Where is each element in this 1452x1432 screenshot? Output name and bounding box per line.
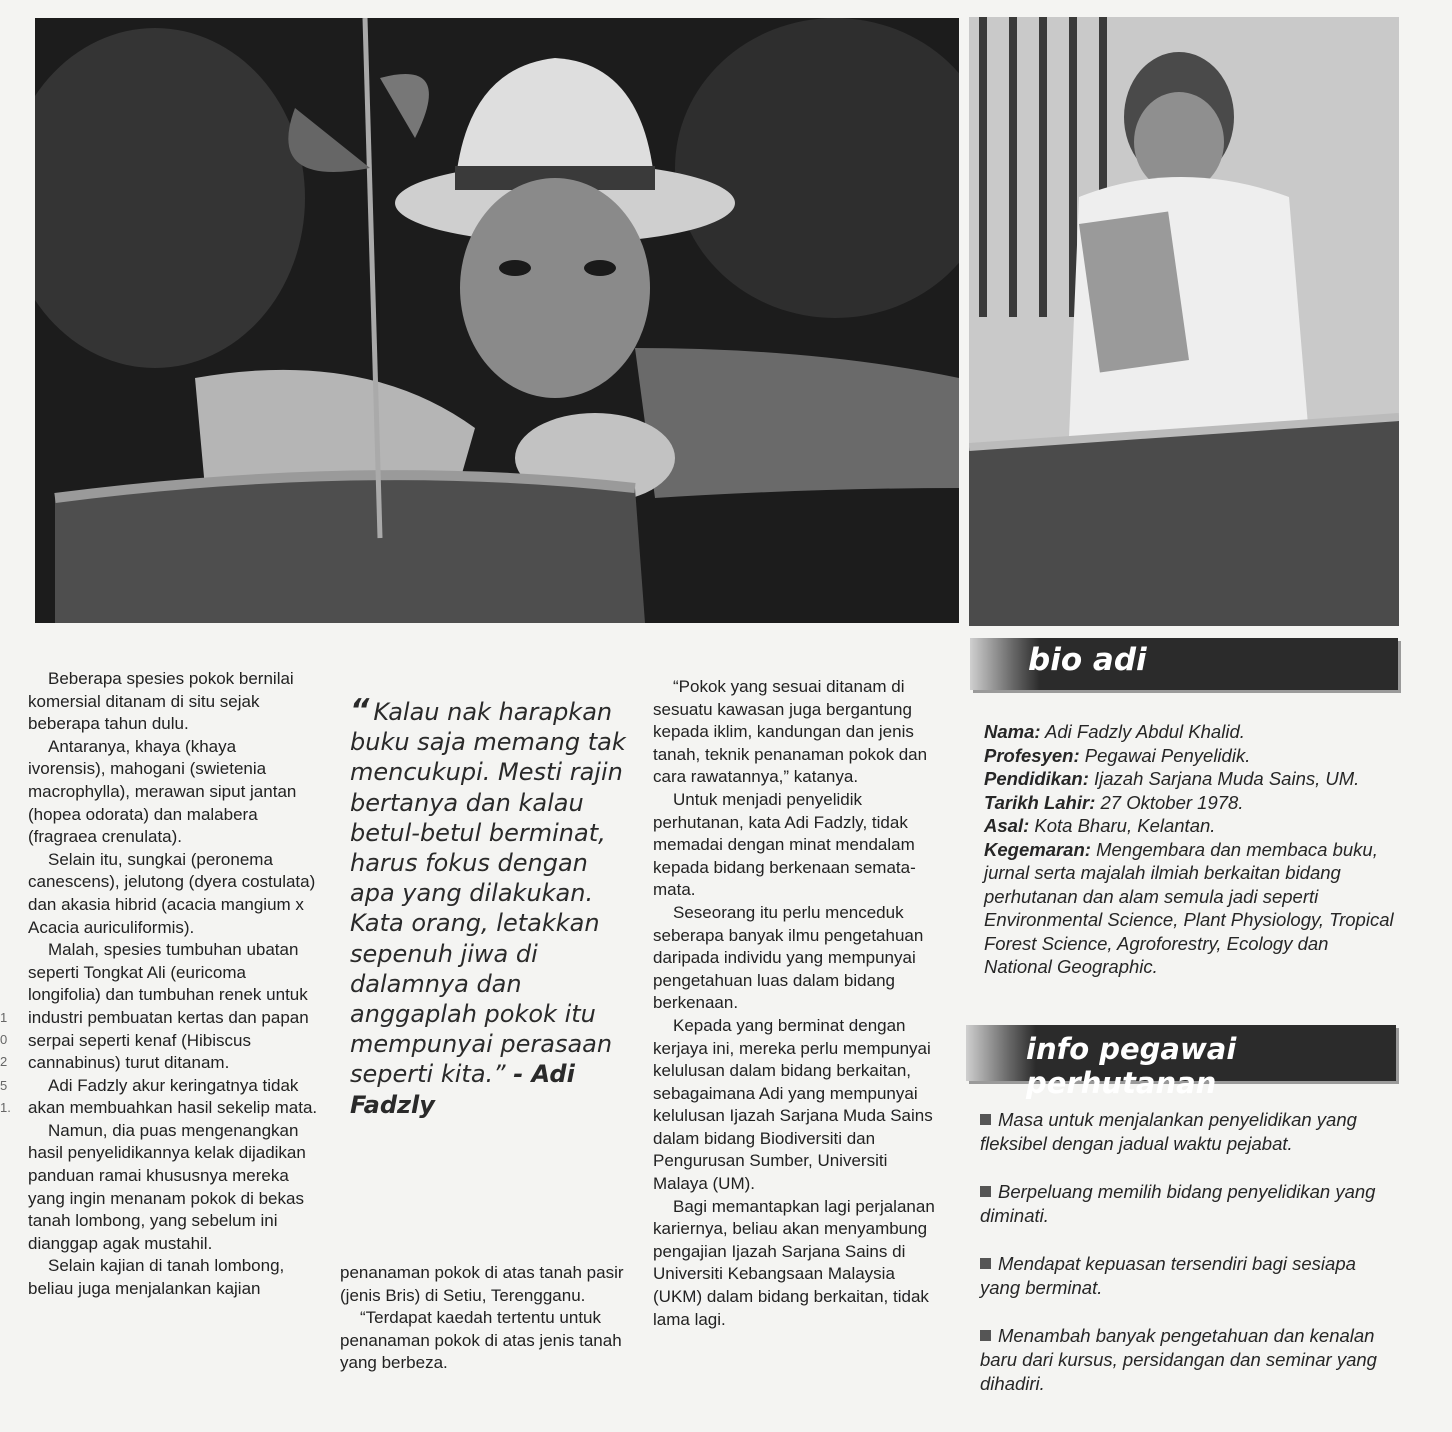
bio-row-pendidikan [984,767,1394,791]
square-bullet-icon [980,1258,991,1269]
info-bullet-item [980,1180,1392,1228]
margin-mark: 0 [0,1032,8,1047]
col3-paragraph: Seseorang itu perlu menceduk seberapa banyak ilmu pengetahuan daripada individu yang mempunyai pengetahuan luas dalam bidang berkenaan. [653,902,924,1013]
article-column-1 [28,668,318,1301]
margin-mark: 1. [0,1100,11,1115]
article-column-2 [340,1262,632,1375]
col2-paragraph: “Terdapat kaedah tertentu untuk penanaman pokok di atas jenis tanah yang berbeza. [340,1308,622,1373]
col1-paragraph: Beberapa spesies pokok bernilai komersial ditanam di situ sejak beberapa tahun dulu. [28,669,294,734]
info-title: info pegawai perhutanan [1026,1032,1237,1100]
bio-value: Adi Fadzly Abdul Khalid. [1045,721,1245,742]
square-bullet-icon [980,1330,991,1341]
bio-value: Mengembara dan membaca buku, jurnal serta majalah ilmiah berkaitan bidang perhutanan dan alam semula jadi seperti Environmental Science, Plant Physiology, Tropical Forest Science, Agroforestry, Ecology dan National Geographic. [984,838,1394,977]
quote-text: Kalau nak harapkan buku saja memang tak mencukupi. Mesti rajin bertanya dan kalau betul-betul berminat, harus fokus dengan apa yang dilakukan. Kata orang, letakkan sepenuh jiwa di dalamnya dan anggaplah pokok itu mempunyai perasaan seperti kita.” [350,698,626,1089]
col1-paragraph: Antaranya, khaya (khaya ivorensis), mahogani (swietenia macrophylla), merawan siput jantan (hopea odorata) dan malabera (fragraea crenulata). [28,736,297,847]
col2-paragraph: penanaman pokok di atas tanah pasir (jenis Bris) di Setiu, Terengganu. [340,1263,624,1305]
bio-title: bio adi [1028,642,1147,678]
col1-paragraph: Selain kajian di tanah lombong, beliau juga menjalankan kajian [28,1256,285,1299]
side-photo-illustration [969,17,1399,626]
info-bullet-text: Menambah banyak pengetahuan dan kenalan baru dari kursus, persidangan dan seminar yang dihadiri. [980,1325,1377,1394]
bio-row-nama [984,720,1394,744]
info-bullet-text: Berpeluang memilih bidang penyelidikan yang diminati. [980,1181,1376,1226]
info-bullet-item [980,1252,1392,1300]
bio-label: Asal: [984,815,1030,836]
col1-paragraph: Adi Fadzly akur keringatnya tidak akan membuahkan hasil sekelip mata. [28,1075,318,1118]
bio-label: Profesyen: [984,744,1080,766]
col1-paragraph: Selain itu, sungkai (peronema canescens), jelutong (dyera costulata) dan akasia hibrid (acacia mangium x Acacia auriculiformis). [28,849,316,937]
info-bullet-list [980,1108,1392,1420]
square-bullet-icon [980,1114,991,1125]
bio-row-profesyen [984,744,1394,768]
info-bullet-item [980,1324,1392,1396]
quote-mark: “ [350,693,370,728]
main-photo-illustration [35,18,959,623]
col1-paragraph: Namun, dia puas mengenangkan hasil penyelidikannya kelak dijadikan panduan ramai khususnya mereka yang ingin menanam pokok di bekas tanah lombong, yang sebelum ini dianggap agak mustahil. [28,1120,306,1253]
bio-row-asal [984,814,1394,838]
info-bullet-item [980,1108,1392,1156]
bio-value: Pegawai Penyelidik. [1084,744,1251,766]
bio-label: Tarikh Lahir: [984,791,1096,813]
bio-details [984,720,1394,979]
info-bullet-text: Mendapat kepuasan tersendiri bagi sesiapa yang berminat. [980,1253,1356,1298]
bio-value: 27 Oktober 1978. [1100,791,1244,813]
col1-paragraph: Malah, spesies tumbuhan ubatan seperti Tongkat Ali (euricoma longifolia) dan tumbuhan renek untuk industri pembuatan kertas dan papan serpai seperti kenaf (Hibiscus cannabinus) turut ditanam. [28,940,309,1073]
margin-mark: 1 [0,1010,8,1025]
bio-value: Ijazah Sarjana Muda Sains, UM. [1094,768,1360,789]
col3-paragraph: Kepada yang berminat dengan kerjaya ini, mereka perlu mempunyai kelulusan dalam bidang berkaitan, sebagaimana Adi yang mempunyai kelulusan Ijazah Sarjana Muda Sains dalam bidang Biodiversiti dan Pengurusan Sumber, Universiti Malaya (UM). [653,1015,933,1194]
pull-quote [350,693,630,1120]
square-bullet-icon [980,1186,991,1197]
margin-mark: 5 [0,1078,8,1093]
bio-label: Pendidikan: [984,768,1089,789]
info-section-header [966,1025,1396,1100]
bio-row-tarikh-lahir [984,791,1394,815]
margin-mark: 2 [0,1054,8,1069]
bio-label: Nama: [984,721,1041,742]
quote-attribution: - Adi Fadzly [350,1060,575,1119]
bio-section-header [970,638,1398,690]
main-photo-researcher-with-seedling [35,18,959,623]
col3-paragraph: Bagi memantapkan lagi perjalanan kariernya, beliau akan menyambung pengajian Ijazah Sarjana Sains di Universiti Kebangsaan Malaysia (UKM) dalam bidang berkaitan, tidak lama lagi. [653,1196,935,1329]
side-photo-researcher-reading [969,17,1399,626]
info-bullet-text: Masa untuk menjalankan penyelidikan yang fleksibel dengan jadual waktu pejabat. [980,1109,1357,1154]
bio-label: Kegemaran: [984,838,1091,860]
bio-row-kegemaran [984,838,1394,979]
col3-paragraph: “Pokok yang sesuai ditanam di sesuatu kawasan juga bergantung kepada iklim, kandungan dan jenis tanah, teknik penanaman pokok dan cara rawatannya,” katanya. [653,677,928,787]
bio-value: Kota Bharu, Kelantan. [1034,815,1216,836]
article-column-3 [653,676,943,1331]
col3-paragraph: Untuk menjadi penyelidik perhutanan, kata Adi Fadzly, tidak memadai dengan minat mendalam kepada bidang berkenaan semata-mata. [653,789,916,900]
